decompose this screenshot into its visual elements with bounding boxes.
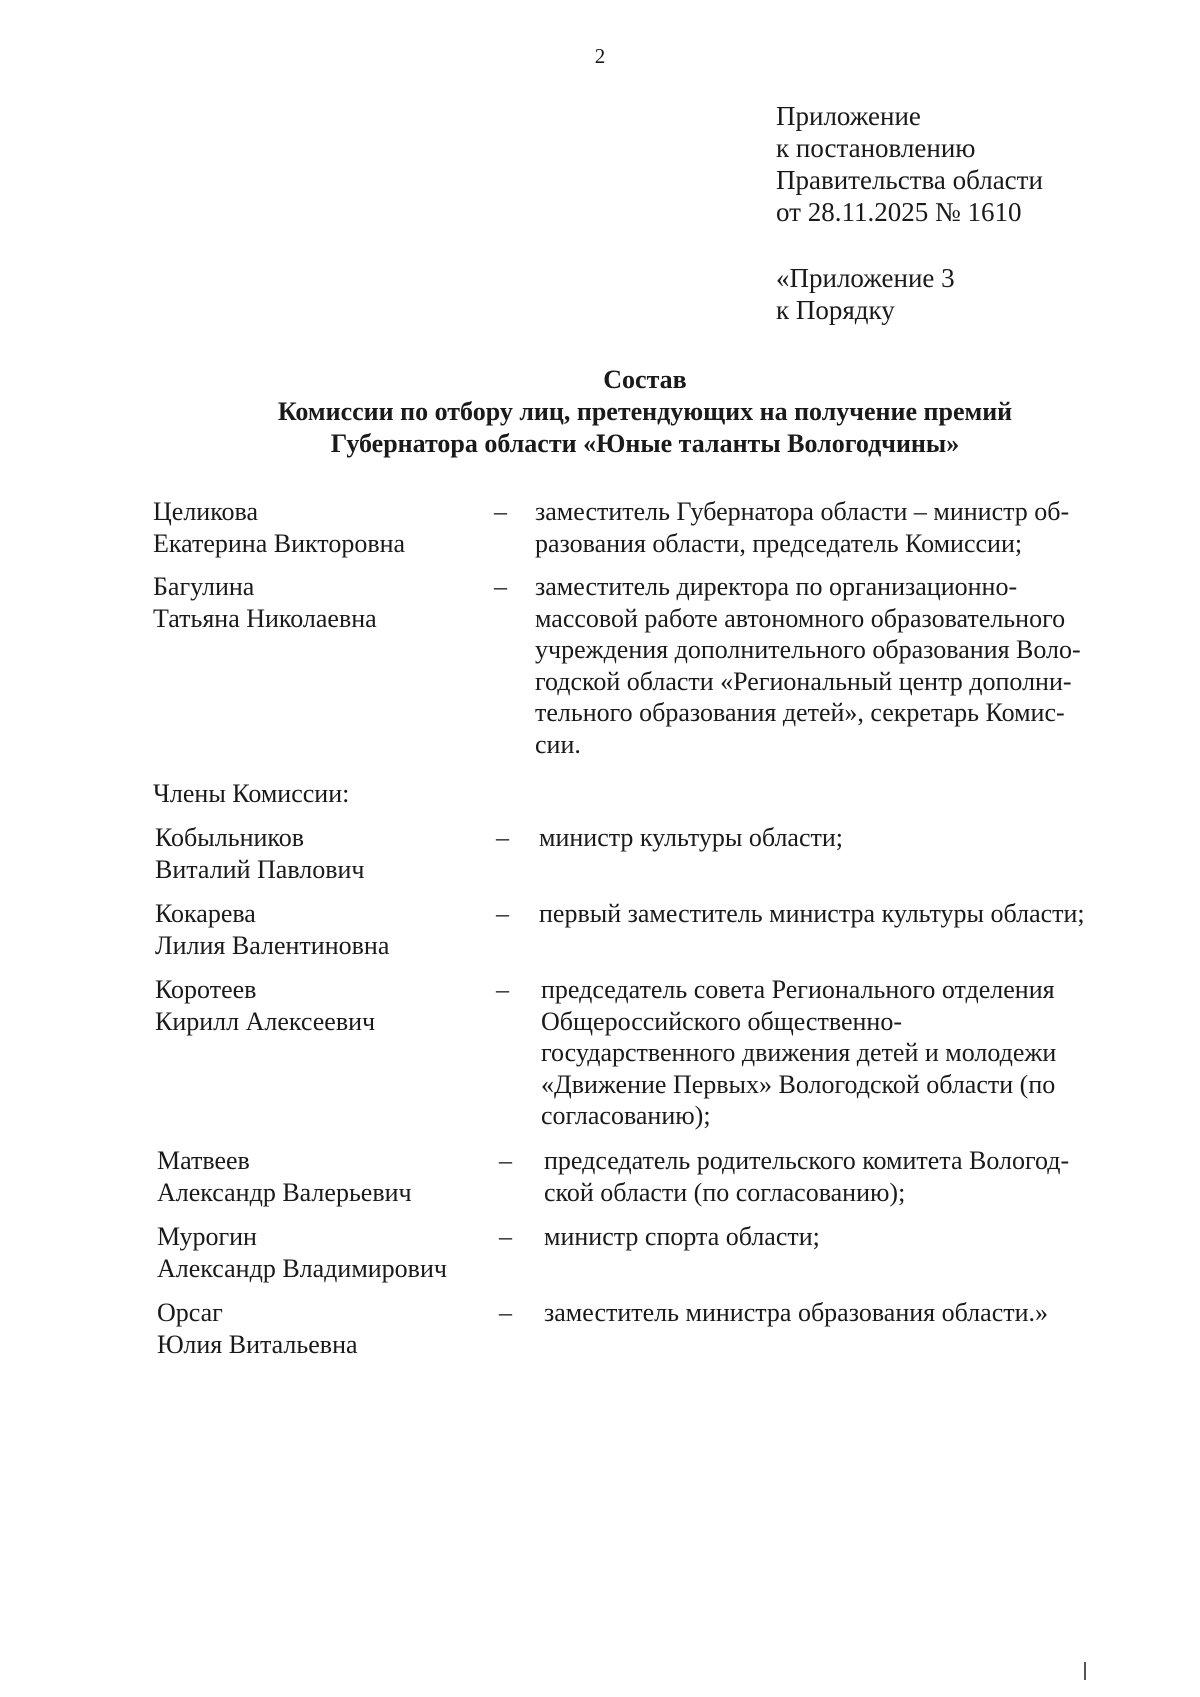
document-title [0, 364, 1200, 460]
member-role [535, 571, 1081, 760]
annex-line: «Приложение 3 [776, 263, 955, 293]
attachment-line: Правительства области [776, 165, 1043, 195]
role-line: согласованию); [541, 1101, 711, 1130]
annex-line: к Порядку [776, 295, 895, 325]
role-line: заместитель министра образования области.» [544, 1298, 1049, 1327]
role-line: государственного движения детей и молодежи [541, 1038, 1057, 1067]
member-role [535, 496, 1069, 559]
scan-edge-mark [1084, 1662, 1086, 1680]
separator-dash: – [496, 975, 509, 1004]
role-line: «Движение Первых» Вологодской области (по [541, 1069, 1056, 1099]
separator-dash: – [499, 1222, 512, 1251]
member-role [539, 822, 843, 854]
role-line: тельного образования детей», секретарь Комис- [535, 698, 1065, 727]
separator-dash: – [499, 1146, 512, 1175]
member-surname: Матвеев [157, 1146, 250, 1175]
member-role [544, 1297, 1048, 1329]
member-given-name: Александр Валерьевич [157, 1177, 412, 1207]
member-surname: Багулина [153, 572, 255, 601]
member-surname: Коротеев [155, 975, 257, 1004]
annex-reference [776, 262, 955, 326]
role-line: учреждения дополнительного образования Воло- [535, 635, 1081, 664]
attachment-note [776, 100, 1043, 228]
attachment-line: от 28.11.2025 № 1610 [776, 197, 1022, 227]
member-surname: Мурогин [157, 1222, 257, 1251]
separator-dash: – [494, 497, 507, 526]
member-name [157, 1145, 412, 1208]
member-name [153, 571, 377, 634]
member-surname: Орсаг [157, 1298, 223, 1327]
member-role [539, 898, 1085, 930]
separator-dash: – [496, 899, 509, 928]
role-line: первый заместитель министра культуры области; [539, 899, 1085, 928]
role-line: сии. [535, 729, 581, 759]
title-heading: Состав [603, 365, 687, 394]
page-number: 2 [594, 44, 606, 68]
member-name [155, 822, 365, 885]
member-name [157, 1221, 447, 1284]
role-line: председатель совета Регионального отделения [541, 975, 1055, 1004]
member-name [155, 898, 389, 961]
member-surname: Целикова [153, 497, 258, 526]
member-surname: Кокарева [155, 899, 256, 928]
title-line: Губернатора области «Юные таланты Вологодчины» [330, 429, 960, 458]
separator-dash: – [494, 572, 507, 601]
role-line: ской области (по согласованию); [544, 1177, 906, 1207]
member-name [155, 974, 375, 1037]
member-given-name: Виталий Павлович [155, 854, 365, 884]
member-surname: Кобыльников [155, 823, 304, 852]
members-label: Члены Комиссии: [153, 779, 350, 808]
title-line: Комиссии по отбору лиц, претендующих на получение премий [277, 397, 1013, 426]
member-role [541, 974, 1056, 1132]
role-line: заместитель Губернатора области – министр об- [535, 497, 1070, 526]
member-given-name: Екатерина Викторовна [153, 528, 406, 558]
role-line: заместитель директора по организационно- [535, 572, 1018, 601]
role-line: годской области «Региональный центр дополни- [535, 666, 1072, 696]
member-given-name: Лилия Валентиновна [155, 930, 390, 960]
role-line: разования области, председатель Комиссии; [535, 528, 1023, 558]
member-given-name: Александр Владимирович [157, 1253, 447, 1283]
member-given-name: Татьяна Николаевна [153, 603, 377, 633]
member-name [153, 496, 405, 559]
member-name [157, 1297, 358, 1360]
member-given-name: Юлия Витальевна [157, 1329, 358, 1359]
attachment-line: Приложение [776, 101, 921, 131]
member-given-name: Кирилл Алексеевич [155, 1006, 376, 1036]
member-role [544, 1221, 820, 1253]
separator-dash: – [496, 823, 509, 852]
separator-dash: – [499, 1298, 512, 1327]
role-line: министр спорта области; [544, 1222, 820, 1251]
role-line: председатель родительского комитета Вологод- [544, 1146, 1070, 1175]
role-line: министр культуры области; [539, 823, 844, 852]
attachment-line: к постановлению [776, 133, 976, 163]
member-role [544, 1145, 1069, 1208]
role-line: Общероссийского общественно- [541, 1006, 902, 1036]
role-line: массовой работе автономного образовательного [535, 603, 1066, 633]
